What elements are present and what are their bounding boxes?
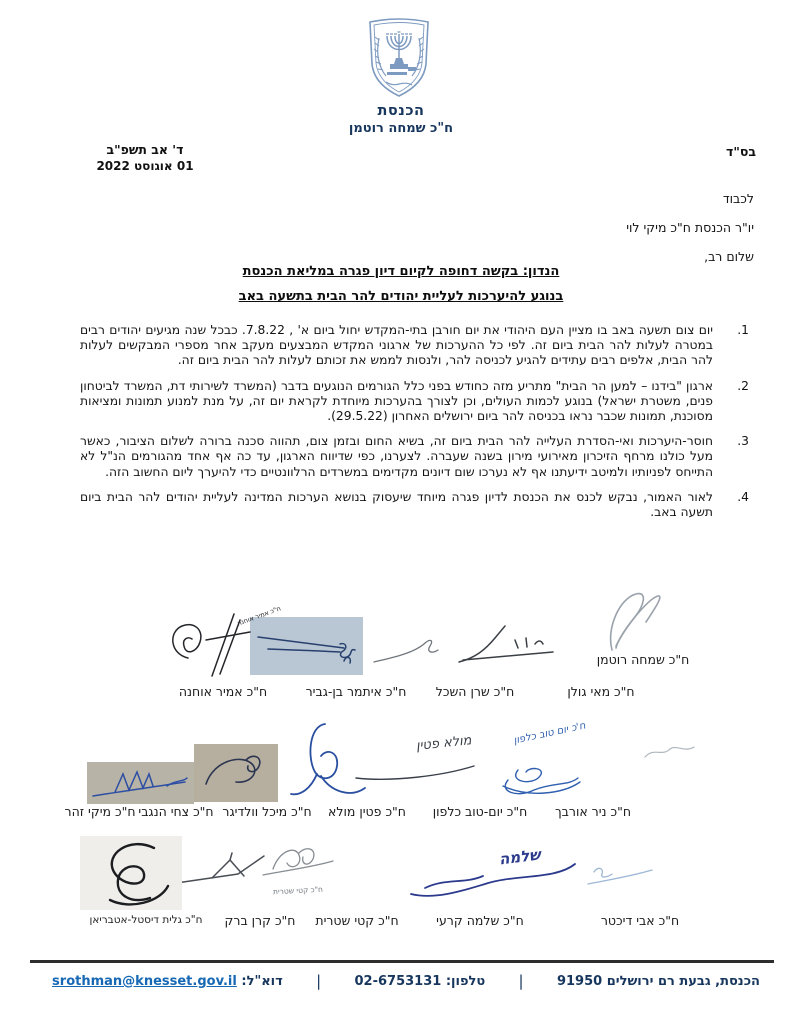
signature-label-dichter: ח"כ אבי דיכטר [600, 913, 680, 928]
subject-line-2: בנוגע להיערכות לעליית יהודים להר הבית בתשעה באב [238, 289, 564, 304]
mulla-handwriting-text: מולא פטין [415, 733, 473, 754]
kalfon-signature-icon [478, 720, 587, 802]
signature-label-ohana: ח"כ אמיר אוחנה [178, 684, 268, 699]
signature-label-golan: ח"כ מאי גולן [567, 684, 635, 699]
body-item-4 [80, 490, 749, 520]
orbach-signature-icon [642, 740, 697, 764]
signature-label-hanegbi: ח"כ צחי הנגבי [138, 804, 214, 819]
signature-label-barak: ח"כ קרן ברק [224, 913, 296, 928]
footer-phone [355, 974, 486, 989]
woldiger-signature-icon [281, 718, 369, 808]
footer-address: הכנסת, גבעת רם ירושלים 91950 [556, 973, 760, 989]
mk-title: ח"כ שמחה רוטמן [348, 121, 454, 136]
signature-label-zohar: ח"כ מיקי זהר [64, 804, 136, 819]
signature-label-rothman: ח"כ שמחה רוטמן [596, 652, 690, 667]
footer-separator: | [518, 972, 524, 990]
greeting-line: שלום רב, [704, 249, 754, 264]
footer-separator: | [316, 972, 322, 990]
signature-label-woldiger: ח"כ מיכל וולדיגר [222, 804, 312, 819]
body-item-3 [80, 434, 749, 480]
signature-label-kalfon: ח"כ יום-טוב כלפון [432, 804, 528, 819]
subject-block [0, 264, 802, 304]
item-text: לאור האמור, נבקש לכנס את הכנסת לדיון פגרה מיוחד שיעסוק בנושא הערכות המדינה לעליית יהודים להר הבית ביום תשעה באב. [80, 489, 713, 520]
karhi-signature-icon [405, 845, 580, 902]
item-text: חוסר-היערכות ואי-הסדרת העלייה להר הבית ביום זה, בשיא החום ובזמן צום, תהווה סכנה ברורה לשלום הציבור, כאשר מעל כולנו מרחף הזיכרון מאירועי מירון בשנה שעברה. לצערנו, כפי שדיווח הארגון, עד כה אף אחד מהגורמים הנ"ל לא התייחס לפניותיו ולמיטב ידיעתנו אף לא נערכו שום דיונים מקדימים במשרדים הרלוונטיים כדי להיערך ליום החשוב הזה. [80, 434, 713, 479]
haskel-signature-icon [372, 630, 440, 668]
item-number: 2. [737, 378, 749, 393]
footer-divider [30, 960, 774, 963]
footer-email [52, 974, 283, 989]
item-number: 4. [737, 489, 749, 504]
shitrit-stamp-text: ח"כ קטי שטרית [272, 884, 324, 897]
mulla-signature-icon [350, 733, 478, 786]
item-number: 1. [737, 323, 749, 337]
karhi-handwriting-text: שלמה [497, 845, 541, 869]
org-title: הכנסת [377, 103, 425, 119]
signature-label-mulla: ח"כ פטין מולא [328, 804, 406, 819]
signature-label-haskel: ח"כ שרן השכל [435, 684, 515, 699]
hebrew-date: ד' אב תשפ"ב [106, 142, 184, 157]
signature-label-ben-gvir: ח"כ איתמר בן-גביר [305, 684, 407, 699]
signature-label-orbach: ח"כ ניר אורבך [554, 804, 632, 819]
hanegbi-signature-photo [194, 744, 278, 802]
footer-contact-bar [52, 972, 760, 990]
distel-signature-photo [80, 836, 182, 910]
signature-label-karhi: ח"כ שלמה קרעי [436, 913, 524, 928]
bsd-note: בס"ד [726, 144, 756, 159]
body-item-2 [80, 379, 749, 425]
email-label: דוא"ל: [241, 973, 283, 989]
phone-label: טלפון: [445, 973, 486, 989]
date-block [78, 142, 212, 173]
salutation: לכבוד [722, 191, 754, 206]
gregorian-date: 01 אוגוסט 2022 [96, 159, 194, 173]
recipient-line: יו"ר הכנסת ח"כ מיקי לוי [626, 220, 754, 235]
zohar-signature-photo [87, 762, 194, 804]
body-paragraphs [80, 323, 749, 530]
dichter-signature-icon [584, 858, 656, 890]
email-link[interactable]: srothman@knesset.gov.il [52, 973, 237, 989]
signature-label-distel: ח"כ גלית דיסטל-אטבריאן [89, 914, 203, 926]
rothman-signature-icon [598, 588, 686, 654]
phone-number: 02-6753131 [354, 973, 442, 989]
ohana-stamp-text: ח"כ אמיר אוחנה [236, 604, 282, 628]
golan-signature-icon [455, 620, 560, 670]
subject-line-1: הנדון: בקשה דחופה לקיום דיון פגרה במליאת הכנסת [242, 264, 560, 279]
signature-label-shitrit: ח"כ קטי שטרית [315, 913, 399, 928]
item-text: ארגון "בידנו – למען הר הבית" מתריע מזה כחודש בפני כלל הגורמים הנוגעים בדבר (המשרד לשירותי דת, המשרד לביטחון פנים, משטרת ישראל) בנוגע לכמות העולים, וכן לצורך בהערכות מיוחדת לקראת יום זה, על מנת למנוע תמונות ומציאות מסוכנת, תמונות שכבר נראו בכניסה להר ביום ירושלים האחרון (29.5.22). [80, 378, 713, 424]
item-number: 3. [737, 434, 749, 449]
body-item-1 [80, 323, 749, 369]
israel-state-emblem-icon [364, 14, 434, 102]
item-text: יום צום תשעה באב בו מציין העם היהודי את יום חורבן בתי-המקדש יחול ביום א' , 7.8.22. כבכל שנה מגיעים יהודים רבים במטרה לעלות להר הבית ביום זה. לפי כל ההערכות של ארגוני המקדש המבצעים מעקב אחר מספרי המבקשים לעלות להר הבית, אלפים רבים עתידים להגיע לכניסה להר, ולנסות לממש את זכותם לעלות להר הבית ביום זה. [80, 323, 713, 368]
ohana-signature-icon [160, 604, 282, 682]
kalfon-handwriting-text: ח'כ יום טוב כלפון [512, 720, 587, 747]
